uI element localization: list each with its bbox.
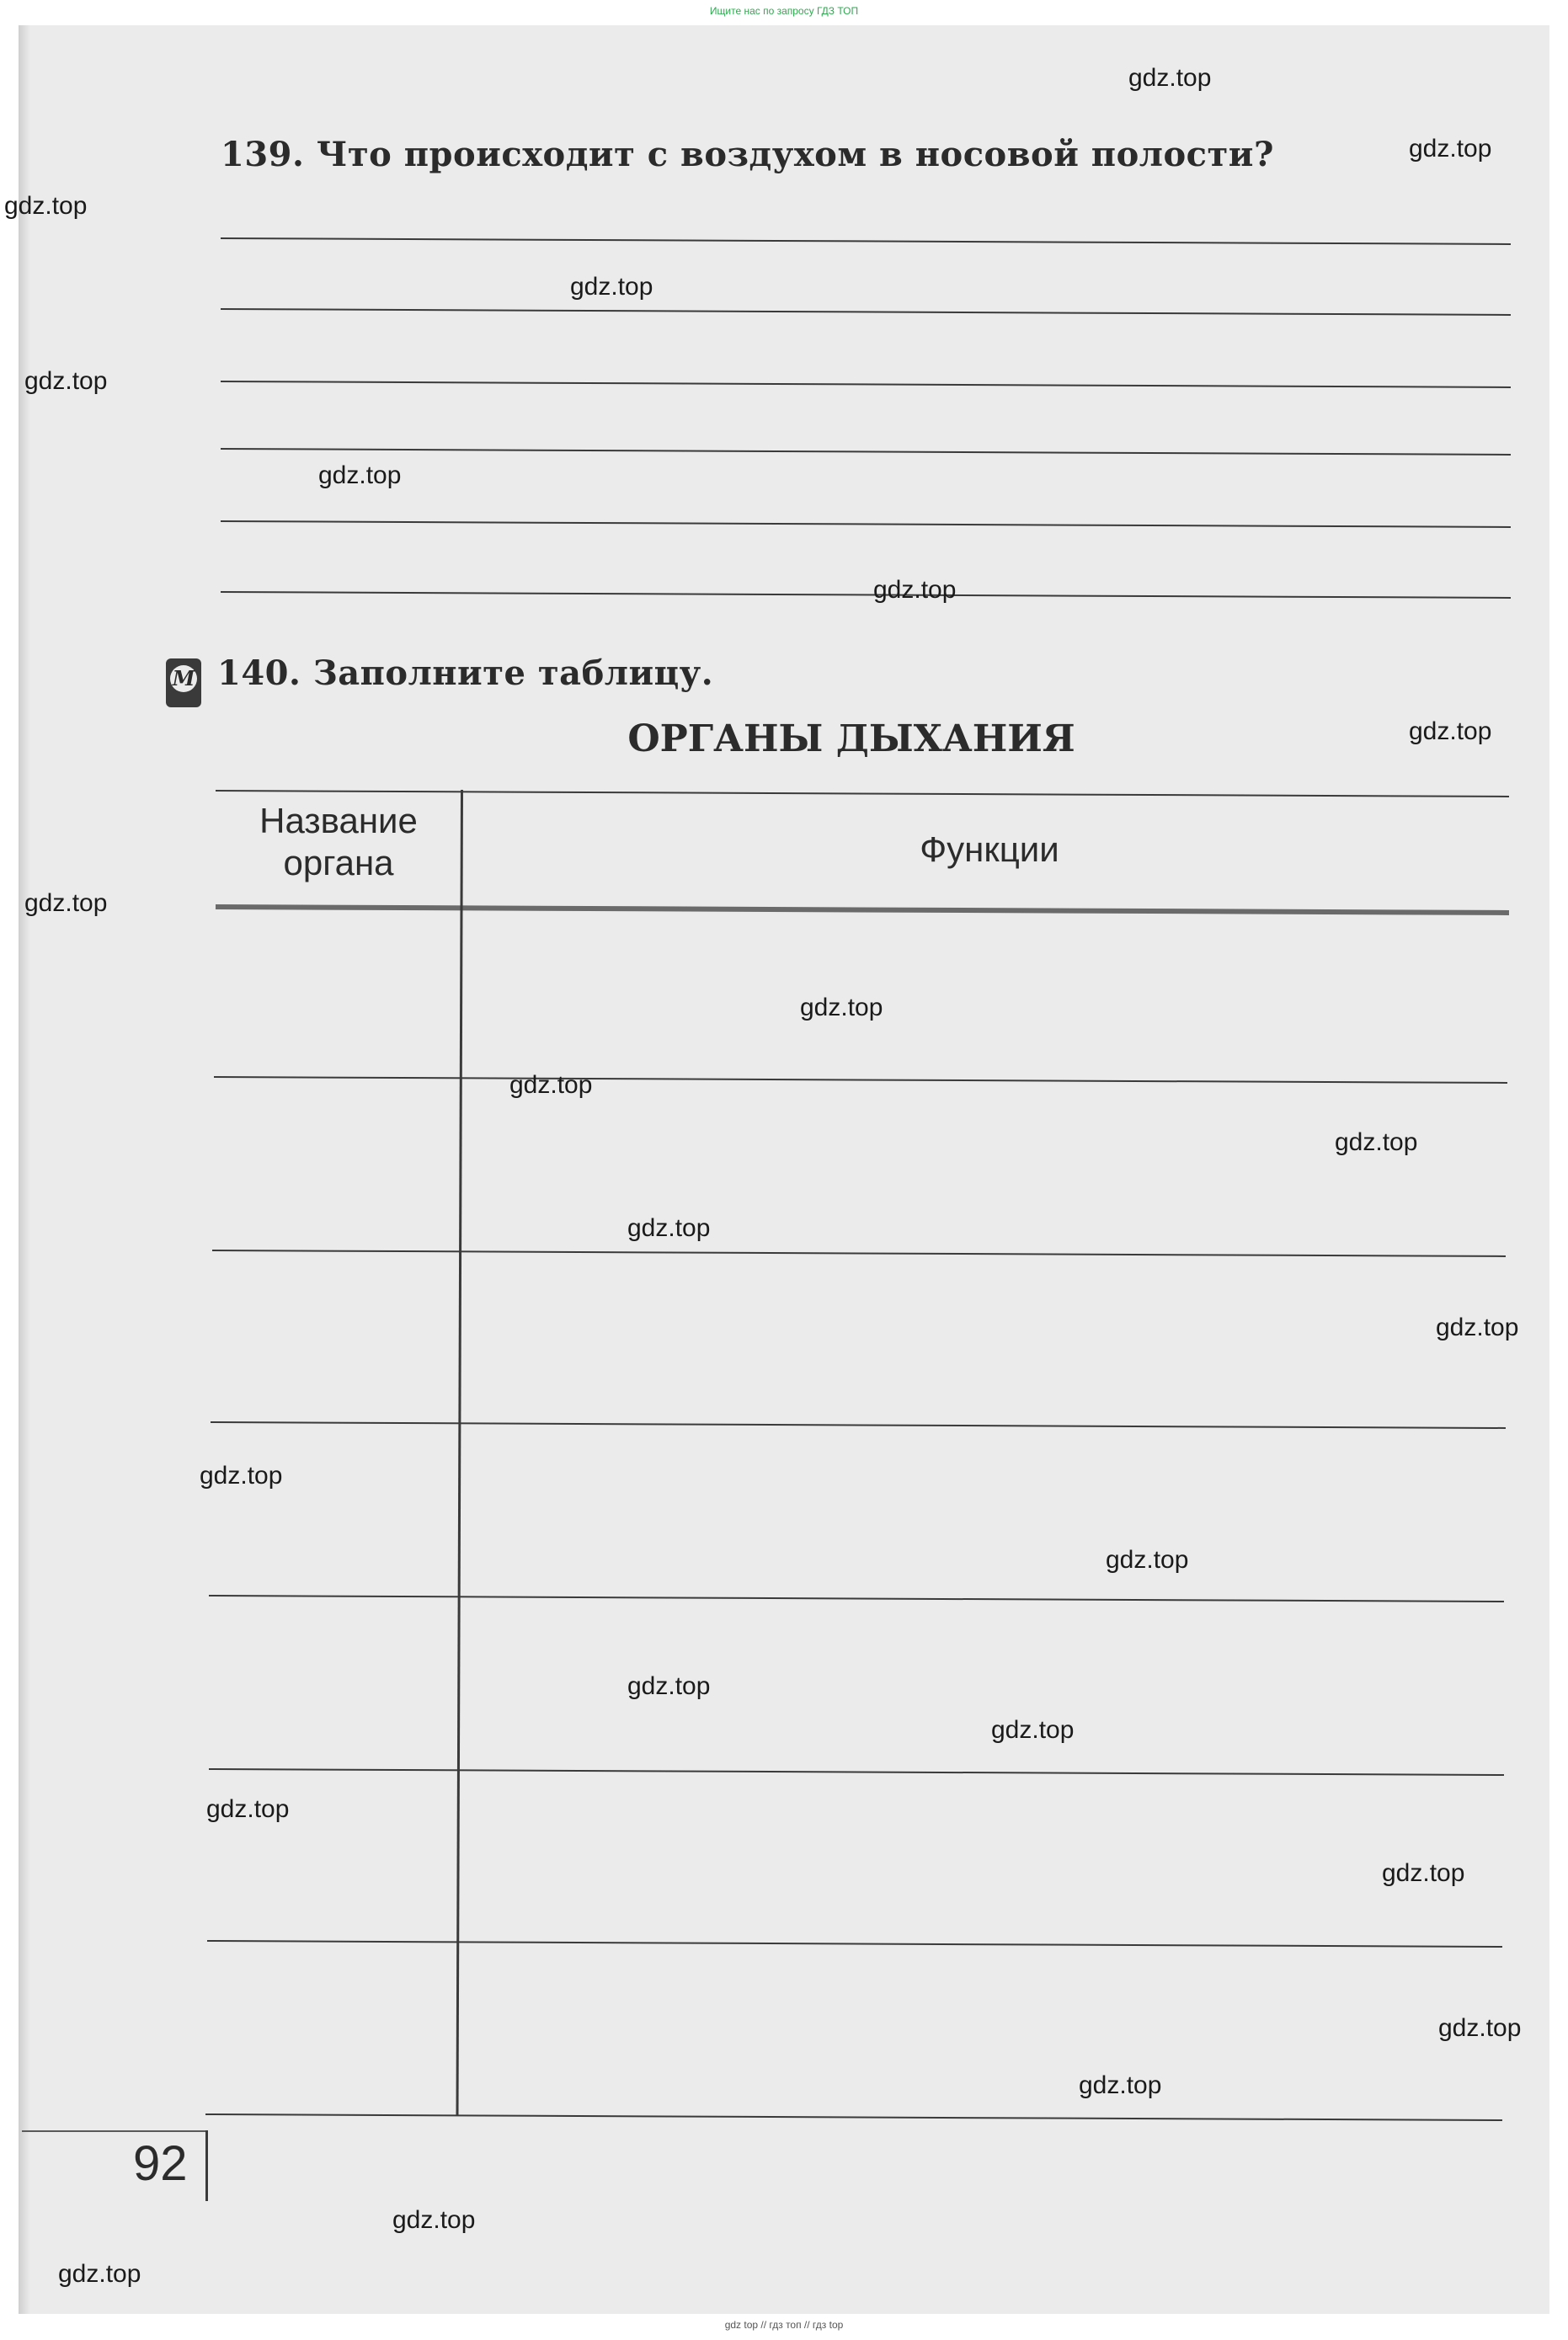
- question-140: 140. Заполните таблицу.: [217, 653, 714, 693]
- watermark: gdz.top: [206, 1795, 290, 1823]
- column-header-functions: Функции: [920, 829, 1059, 869]
- watermark: gdz.top: [1409, 135, 1492, 163]
- watermark: gdz.top: [58, 2260, 141, 2288]
- watermark: gdz.top: [318, 461, 402, 489]
- watermark: gdz.top: [991, 1716, 1075, 1744]
- watermark: gdz.top: [800, 994, 883, 1021]
- watermark: gdz.top: [627, 1672, 711, 1700]
- watermark: gdz.top: [570, 273, 653, 301]
- watermark: gdz.top: [1438, 2014, 1522, 2042]
- column-header-organ-name: Название органа: [259, 801, 418, 882]
- watermark: gdz.top: [509, 1071, 593, 1099]
- watermark: gdz.top: [1106, 1546, 1189, 1574]
- mandatory-task-badge: [166, 658, 201, 707]
- workbook-page: [19, 25, 1549, 2314]
- watermark: gdz.top: [24, 367, 108, 395]
- page-number-divider: [205, 2130, 208, 2201]
- question-139: 139. Что происходит с воздухом в носовой полости?: [221, 135, 1274, 174]
- watermark: gdz.top: [1128, 64, 1212, 92]
- watermark: gdz.top: [873, 576, 957, 604]
- watermark: gdz.top: [627, 1214, 711, 1242]
- watermark: gdz.top: [1079, 2071, 1162, 2099]
- watermark: gdz.top: [200, 1462, 283, 1490]
- watermark: gdz.top: [24, 889, 108, 917]
- watermark: gdz.top: [4, 192, 88, 220]
- page-number: 92: [133, 2136, 188, 2191]
- footer-banner: gdz top // гдз топ // гдз top: [724, 2319, 844, 2331]
- table-title: ОРГАНЫ ДЫХАНИЯ: [627, 717, 1075, 760]
- watermark: gdz.top: [1382, 1859, 1465, 1887]
- watermark: gdz.top: [1436, 1314, 1519, 1341]
- watermark: gdz.top: [1335, 1128, 1418, 1156]
- watermark: gdz.top: [392, 2206, 476, 2234]
- page-number-rule: [22, 2130, 205, 2132]
- watermark: gdz.top: [1409, 717, 1492, 745]
- header-banner: Ищите нас по запросу ГДЗ ТОП: [709, 5, 859, 17]
- m-badge-letter: М: [170, 665, 197, 692]
